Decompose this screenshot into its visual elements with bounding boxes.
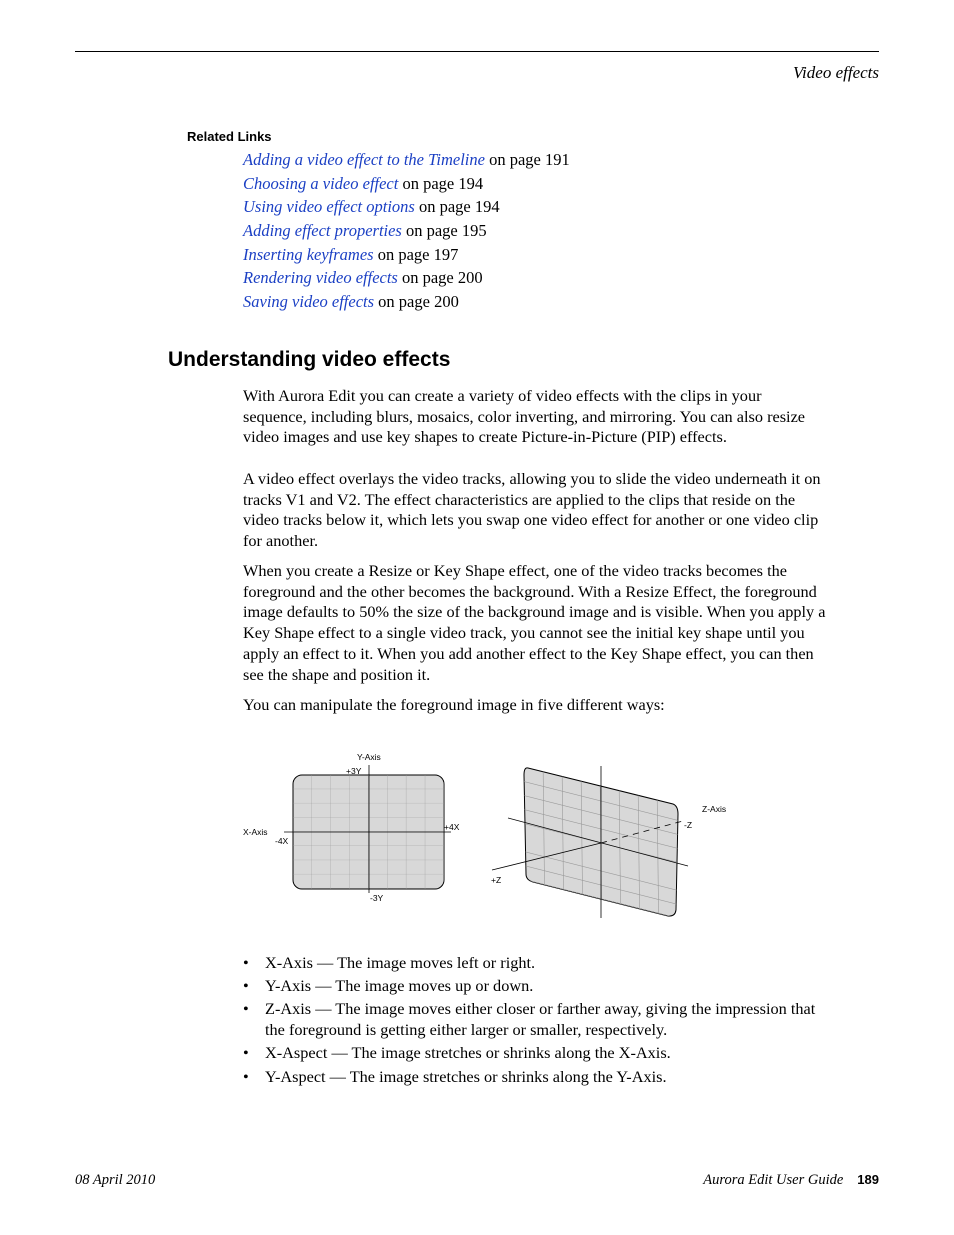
paragraph-overlay: A video effect overlays the video tracks, allowing you to slide the video underneath it on tracks V1 and V2. The effect characteristics are applied to the clips that reside on the video tracks below it, which lets you swap one video effect for another or one video clip for another. — [243, 469, 821, 551]
related-link[interactable]: Inserting keyframes — [243, 244, 374, 264]
related-link-item — [243, 195, 570, 219]
plus-z-label: +Z — [491, 875, 502, 885]
list-item — [243, 1067, 828, 1088]
related-link-item — [243, 266, 570, 290]
bullet-text: X-Aspect — The image stretches or shrinks along the X-Axis. — [265, 1043, 671, 1063]
section-heading: Understanding video effects — [168, 348, 451, 371]
plus-3y-label: +3Y — [346, 766, 362, 776]
plus-4x-label: +4X — [444, 822, 460, 832]
related-link-item — [243, 219, 570, 243]
bullet-text: Y-Axis — The image moves up or down. — [265, 976, 534, 996]
bullet-text: Y-Aspect — The image stretches or shrinks along the Y-Axis. — [265, 1066, 667, 1086]
related-link[interactable]: Saving video effects — [243, 292, 375, 312]
list-item — [243, 1043, 828, 1064]
page-ref: on page 197 — [373, 244, 459, 264]
xy-panel — [284, 765, 451, 893]
related-links-list — [243, 148, 570, 314]
axis-diagram — [238, 748, 738, 923]
bullet-marker: • — [243, 953, 249, 972]
page-number: 189 — [857, 1172, 879, 1187]
bullet-list — [243, 953, 828, 1090]
page-ref: on page 195 — [401, 221, 487, 241]
related-link[interactable]: Using video effect options — [243, 197, 415, 217]
header-rule — [75, 51, 879, 52]
footer-date: 08 April 2010 — [75, 1172, 156, 1188]
bullet-marker: • — [243, 1066, 249, 1086]
paragraph-ways: You can manipulate the foreground image in five different ways: — [243, 695, 665, 714]
bullet-marker: • — [243, 999, 249, 1019]
bullet-marker: • — [243, 976, 249, 996]
bullet-text: Z-Axis — The image moves either closer or farther away, giving the impression that the foreground is getting either larger or smaller, respectively. — [265, 999, 816, 1040]
footer-right — [703, 1172, 879, 1189]
list-item — [243, 999, 828, 1040]
related-links-heading: Related Links — [187, 129, 272, 144]
page-ref: on page 191 — [484, 150, 570, 169]
paragraph-intro: With Aurora Edit you can create a variety of video effects with the clips in your sequence, including blurs, mosaics, color inverting, and mirroring. You can also resize video images and use key shapes to create Picture-in-Picture (PIP) effects. — [243, 386, 806, 447]
page-ref: on page 200 — [374, 292, 459, 312]
minus-z-label: -Z — [684, 820, 693, 830]
bullet-marker: • — [243, 1043, 249, 1063]
minus-4x-label: -4X — [275, 836, 289, 846]
z-axis-label: Z-Axis — [702, 804, 727, 814]
footer-guide-title: Aurora Edit User Guide — [703, 1172, 844, 1188]
page-ref: on page 194 — [398, 173, 484, 193]
bullet-text: X-Axis — The image moves left or right. — [265, 953, 536, 972]
paragraph-resize: When you create a Resize or Key Shape effect, one of the video tracks becomes the foreground and the other becomes the background. With a Resize Effect, the foreground image defaults to 50% the size of the background image and is visible. When you apply a Key Shape effect to a single video track, you cannot see the initial key shape until you apply an effect to it. When you add another effect to the Key Shape effect, you can then see the shape and position it. — [243, 561, 826, 684]
related-link-item — [243, 172, 570, 196]
related-link-item — [243, 243, 570, 267]
related-link-item — [243, 148, 570, 172]
running-header: Video effects — [792, 63, 879, 82]
z-panel — [492, 758, 688, 923]
y-axis-label: Y-Axis — [357, 752, 381, 762]
related-link[interactable]: Adding a video effect to the Timeline — [243, 150, 485, 169]
related-link[interactable]: Adding effect properties — [243, 221, 402, 241]
x-axis-label: X-Axis — [243, 827, 268, 837]
related-link[interactable]: Rendering video effects — [243, 268, 398, 288]
page-ref: on page 194 — [414, 197, 500, 217]
related-link[interactable]: Choosing a video effect — [243, 173, 399, 193]
list-item — [243, 976, 828, 997]
list-item — [243, 953, 828, 974]
related-link-item — [243, 290, 570, 314]
page-ref: on page 200 — [397, 268, 483, 288]
minus-3y-label: -3Y — [370, 893, 384, 903]
